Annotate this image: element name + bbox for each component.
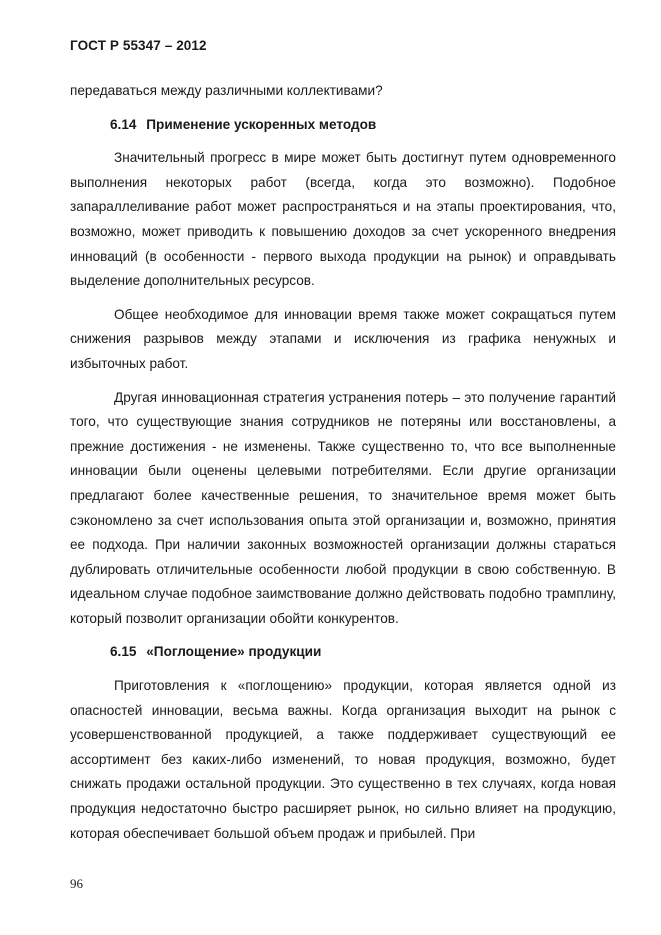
paragraph-continuation: передаваться между различными коллективами?	[70, 83, 383, 98]
section-heading-6-15	[70, 640, 616, 665]
section-heading-6-14	[70, 113, 616, 138]
document-header: ГОСТ Р 55347 – 2012	[70, 38, 207, 53]
section-title: «Поглощение» продукции	[146, 644, 322, 660]
paragraph: Значительный прогресс в мире может быть достигнут путем одновременного выполнения некоторых работ (всегда, когда это возможно). Подобное запараллеливание работ может распространяться и на этапы проектирования, что, возможно, может приводить к повышению доходов за счет ускоренного внедрения инноваций (в особенности - первого выхода продукции на рынок) и оправдывать выделение дополнительных ресурсов.	[70, 150, 616, 289]
section-number: 6.14	[110, 116, 137, 132]
paragraph: Другая инновационная стратегия устранения потерь – это получение гарантий того, что существующие знания сотрудников не потеряны или восстановлены, а прежние достижения - не изменены. Также существенно то, что все выполненные инновации были оценены целевыми потребителями. Если другие организации предлагают более качественные решения, то значительное время может быть сэкономлено за счет использования опыта этой организации и, возможно, принятия ее подхода. При наличии законных возможностей организации должны стараться дублировать отличительные особенности любой продукции в свою собственную. В идеальном случае подобное заимствование должно действовать подобно трамплину, который позволит организации обойти конкурентов.	[70, 389, 616, 626]
paragraph: Приготовления к «поглощению» продукции, которая является одной из опасностей инновации, весьма важны. Когда организация выходит на рынок с усовершенствованной продукцией, а также поддерживает существующий ее ассортимент без каких-либо изменений, то новая продукция, возможно, будет снижать продажи остальной продукции. Это существенно в тех случаях, когда новая продукция недостаточно быстро расширяет рынок, но сильно влияет на продукцию, которая обеспечивает большой объем продаж и прибылей. При	[70, 678, 616, 841]
paragraph: Общее необходимое для инновации время также может сокращаться путем снижения разрывов между этапами и исключения из графика ненужных и избыточных работ.	[70, 306, 616, 371]
section-title: Применение ускоренных методов	[146, 116, 377, 132]
page-number: 96	[70, 876, 83, 891]
document-body	[70, 79, 616, 855]
section-number: 6.15	[110, 644, 137, 660]
